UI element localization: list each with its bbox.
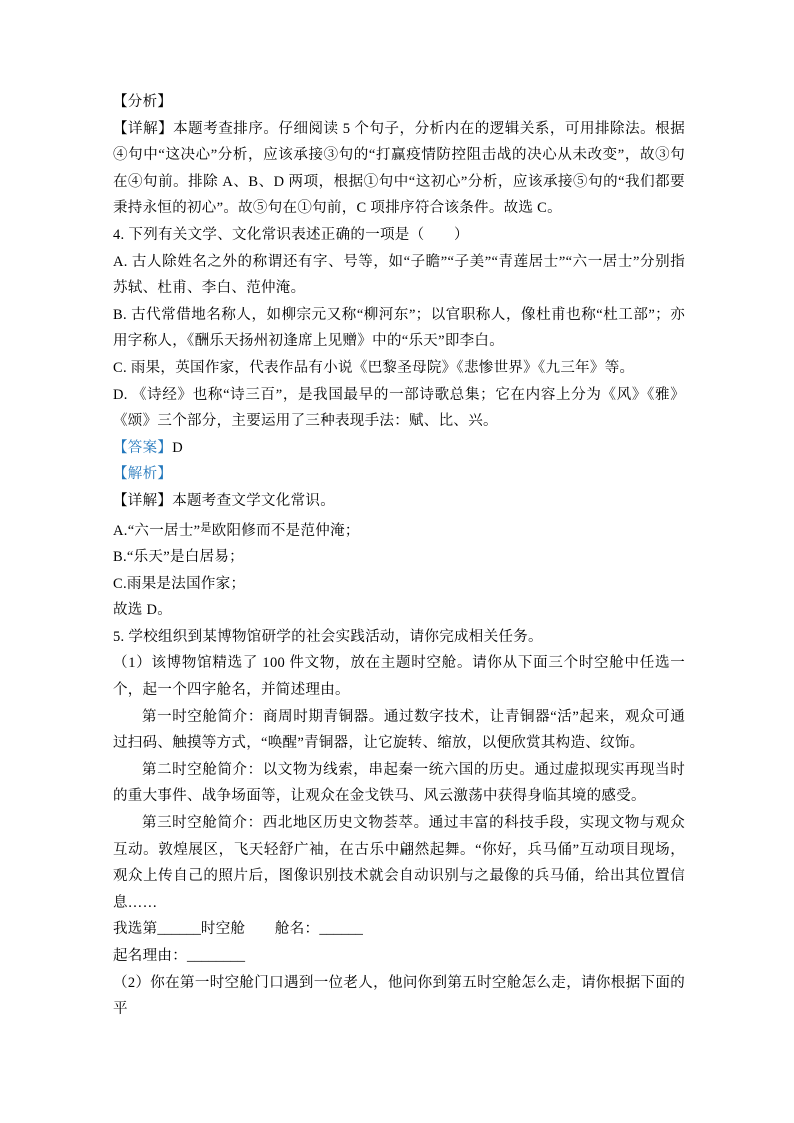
q4-detail-intro: 【详解】本题考查文学文化常识。 (113, 492, 335, 509)
q4-explain-a (113, 515, 685, 545)
q4-option-d: D. 《诗经》也称“诗三百”，是我国最早的一部诗歌总集；它在内容上分为《风》《雅》《颂》三个部分，主要运用了三种表现手法：赋、比、兴。 (113, 386, 685, 430)
q4-option-b: B. 古代常借地名称人，如柳宗元又称“柳河东”；以官职称人，像杜甫也称“杜工部”；亦用字称人，《酬乐天扬州初逢席上见赠》中的“乐天”即李白。 (113, 306, 685, 350)
q4-conclusion: 故选 D。 (113, 602, 173, 619)
q4-explain-c: C.雨果是法国作家； (113, 575, 246, 592)
q4-explain-b: B.“乐天”是白居易； (113, 549, 244, 566)
q5-part1: （1）该博物馆精选了 100 件文物，放在主题时空舱。请你从下面三个时空舱中任选一个，起一个四字舱名，并简述理由。 (113, 655, 685, 699)
analysis-label-blue: 【解析】 (113, 466, 173, 483)
cabin-number-blank: ______ (157, 921, 201, 938)
cabin-name-label: 舱名： (274, 921, 320, 938)
choice-gap (245, 921, 275, 937)
explain-a-suffix: 欧阳修而不是范仲淹； (211, 522, 360, 539)
q5-cabin1-intro: 第一时空舱简介：商周时期青铜器。通过数字技术，让青铜器“活”起来，观众可通过扫码、触摸等方式，“唤醒”青铜器，让它旋转、缩放，以便欣赏其构造、纹饰。 (113, 708, 685, 752)
q5-part2: （2）你在第一时空舱门口遇到一位老人，他问你到第五时空舱怎么走，请你根据下面的平 (113, 974, 685, 1018)
choice-mid-text: 时空舱 (200, 921, 246, 938)
analysis-label: 【分析】 (113, 94, 173, 110)
cabin-name-blank: ______ (319, 921, 363, 938)
answer-value: D (172, 439, 183, 456)
choice-pre-text: 我选第 (113, 921, 158, 938)
q4-answer-line (113, 435, 685, 462)
q4-option-a: A. 古人除姓名之外的称谓还有字、号等，如“子瞻”“子美”“青莲居士”“六一居士”分别指苏轼、杜甫、李白、范仲淹。 (113, 253, 685, 297)
reason-label: 起名理由： (113, 948, 187, 964)
q5-choice-line (113, 916, 685, 943)
explain-a-prefix: A.“六一居士” (113, 522, 201, 539)
q4-stem: 4. 下列有关文学、文化常识表述正确的一项是（ ） (113, 226, 469, 243)
explain-a-superscript: 是 (200, 521, 212, 534)
q4-option-c: C. 雨果，英国作家，代表作品有小说《巴黎圣母院》《悲惨世界》《九三年》等。 (113, 359, 635, 376)
q5-stem: 5. 学校组织到某博物馆研学的社会实践活动，请你完成相关任务。 (113, 628, 543, 645)
q5-cabin3-intro: 第三时空舱简介：西北地区历史文物荟萃。通过丰富的科技手段，实现文物与观众互动。敦煌展区，飞天轻舒广袖，在古乐中翩然起舞。“你好，兵马俑”互动项目现场，观众上传自己的照片后，图像识别技术就会自动识别与之最像的兵马俑，给出其位置信息…… (113, 815, 685, 911)
reason-blank: ________ (187, 948, 245, 964)
q3-detail-paragraph: 【详解】本题考查排序。仔细阅读 5 个句子，分析内在的逻辑关系，可用排除法。根据④句中“这决心”分析，应该承接③句的“打赢疫情防控阻击战的决心从未改变”，故③句在④句前。排除 A、B、D 两项，根据①句中“这初心”分析，应该承接⑤句的“我们都要秉持永恒的初心”。故⑤句在①句前，C 项排序符合该条件。故选 C。 (113, 120, 685, 217)
q5-cabin2-intro: 第二时空舱简介：以文物为线索，串起秦一统六国的历史。通过虚拟现实再现当时的重大事件、战争场面等，让观众在金戈铁马、风云激荡中获得身临其境的感受。 (113, 761, 685, 805)
answer-label: 【答案】 (113, 439, 173, 456)
q5-reason-line (113, 943, 685, 970)
q4-analysis-label (113, 461, 685, 488)
document-text-block (113, 89, 685, 1023)
